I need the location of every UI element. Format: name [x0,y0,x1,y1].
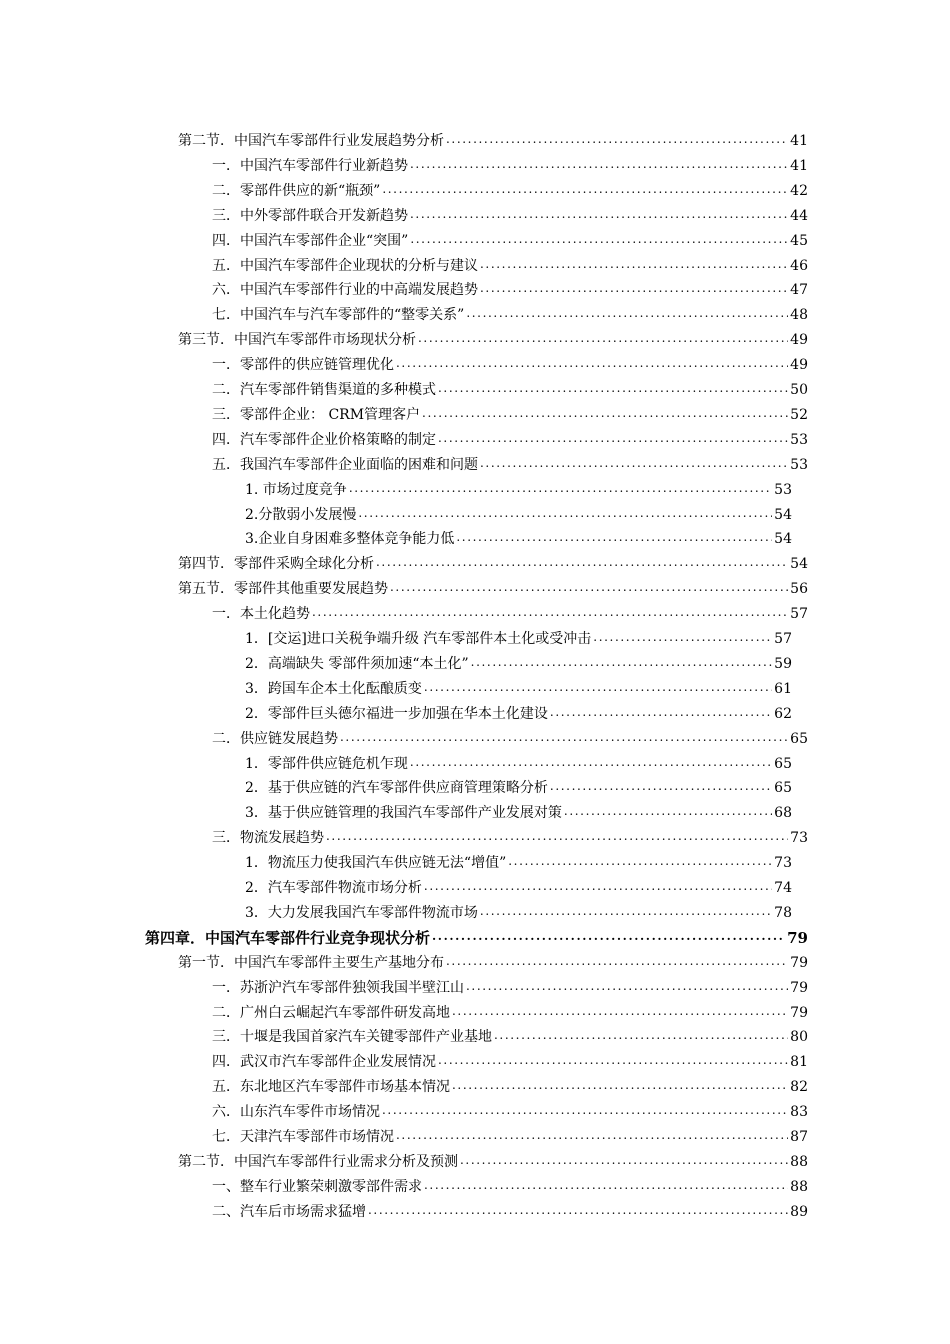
toc-entry-title: 2．汽车零部件物流市场分析 [245,880,422,896]
dot-leader [390,578,788,596]
toc-entry-title: 3．跨国车企本土化酝酿质变 [245,680,422,697]
dot-leader [438,429,788,447]
dot-leader [424,1176,788,1194]
dot-leader [368,1201,788,1219]
toc-entry-title: 四．汽车零部件企业价格策略的制定 [212,431,436,448]
toc-entry-title: 二．零部件供应的新“瓶颈” [212,182,381,199]
toc-entry-title: 三．十堰是我国首家汽车关键零部件产业基地 [212,1029,492,1046]
dot-leader [452,1076,788,1094]
toc-entry[interactable] [145,922,808,947]
toc-entry[interactable] [212,449,808,474]
dot-leader [564,802,772,820]
toc-entry-title: 七．中国汽车与汽车零部件的“整零关系” [212,307,465,324]
dot-leader [340,728,788,746]
toc-entry-page: 89 [790,1203,808,1220]
toc-entry-page: 79 [790,1004,808,1021]
toc-entry-title: 四．武汉市汽车零部件企业发展情况 [212,1054,436,1071]
dot-leader [438,1051,788,1069]
dot-leader [349,479,772,497]
toc-entry[interactable] [212,225,808,250]
dot-leader [438,379,788,397]
dot-leader [550,703,772,721]
toc-entry-title: 二．广州白云崛起汽车零部件研发高地 [212,1004,450,1021]
toc-entry-title: 2．基于供应链的汽车零部件供应商管理策略分析 [245,780,548,797]
toc-entry[interactable] [245,698,792,723]
dot-leader [466,304,788,322]
toc-entry[interactable] [212,822,808,847]
toc-entry-page: 59 [774,655,792,672]
toc-entry-title: 第三节．中国汽车零部件市场现状分析 [178,332,416,349]
toc-entry-page: 47 [790,282,808,299]
toc-entry-page: 41 [790,157,808,174]
toc-entry-page: 68 [774,805,792,822]
dot-leader [410,155,788,173]
toc-entry-page: 88 [790,1178,808,1195]
toc-entry[interactable] [245,499,792,524]
toc-entry[interactable] [245,648,792,673]
toc-entry-title: 1．零部件供应链危机乍现 [245,755,408,772]
toc-entry-title: 第二节．中国汽车零部件行业需求分析及预测 [178,1153,458,1170]
toc-entry-page: 79 [790,979,808,996]
toc-entry[interactable] [245,474,792,499]
toc-entry[interactable] [245,673,792,698]
toc-entry[interactable] [212,1196,808,1221]
toc-entry-page: 54 [774,531,792,548]
toc-entry-page: 87 [790,1129,808,1145]
toc-entry-page: 45 [790,232,808,249]
toc-entry[interactable] [212,274,808,299]
toc-entry-page: 80 [790,1029,808,1046]
toc-entry[interactable] [245,897,792,922]
toc-entry-page: 44 [790,207,808,224]
toc-entry-page: 88 [790,1153,808,1170]
dot-leader [432,927,785,945]
toc-entry[interactable] [212,1021,808,1046]
toc-entry-page: 52 [790,406,808,423]
toc-entry-page: 81 [790,1054,808,1071]
toc-entry-title: 3．大力发展我国汽车零部件物流市场 [245,904,478,921]
dot-leader [480,279,788,297]
toc-entry[interactable] [245,523,792,548]
dot-leader [382,1101,788,1119]
toc-entry[interactable] [212,349,808,374]
toc-entry-title: 第二节．中国汽车零部件行业发展趋势分析 [178,133,444,149]
toc-entry-page: 79 [790,954,808,971]
toc-entry[interactable] [178,548,808,573]
toc-entry-page: 57 [774,631,792,647]
toc-entry[interactable] [212,424,808,449]
toc-entry-page: 50 [790,382,808,398]
toc-entry-title: 五．东北地区汽车零部件市场基本情况 [212,1079,450,1096]
dot-leader [446,952,788,970]
toc-entry[interactable] [212,1071,808,1096]
toc-entry[interactable] [245,847,792,872]
toc-entry-page: 82 [790,1079,808,1096]
toc-entry[interactable] [212,1121,808,1146]
toc-entry-page: 54 [774,506,792,523]
toc-entry-title: 第四节．零部件采购全球化分析 [178,556,374,573]
toc-entry-page: 74 [774,880,792,896]
toc-entry-title: 1．[交运]进口关税争端升级 汽车零部件本土化或受冲击 [245,631,592,647]
dot-leader [326,827,788,845]
toc-entry[interactable] [245,623,792,648]
toc-entry[interactable] [212,250,808,275]
dot-leader [480,255,788,273]
toc-entry[interactable] [245,748,792,773]
toc-entry[interactable] [212,598,808,623]
toc-entry[interactable] [212,997,808,1022]
toc-entry-title: 二．供应链发展趋势 [212,730,338,747]
dot-leader [424,678,772,696]
dot-leader [312,603,788,621]
toc-entry-title: 1. 市场过度竞争 [245,481,347,498]
toc-entry-page: 48 [790,307,808,324]
toc-entry-title: 五．中国汽车零部件企业现状的分析与建议 [212,257,478,274]
toc-entry-page: 62 [774,705,792,722]
toc-entry[interactable] [245,797,792,822]
toc-entry[interactable] [212,723,808,748]
dot-leader [452,1002,788,1020]
toc-entry[interactable] [212,200,808,225]
dot-leader [418,329,788,347]
toc-entry-title: 五．我国汽车零部件企业面临的困难和问题 [212,456,478,473]
toc-entry[interactable] [178,947,808,972]
toc-entry-page: 78 [774,904,792,921]
toc-entry-title: 七．天津汽车零部件市场情况 [212,1129,394,1145]
toc-entry-title: 3.企业自身困难多整体竞争能力低 [245,531,455,548]
toc-entry-page: 79 [787,928,808,947]
toc-entry-title: 2．零部件巨头德尔福进一步加强在华本土化建设 [245,705,548,722]
toc-entry-title: 1．物流压力使我国汽车供应链无法“增值” [245,855,507,872]
toc-entry-title: 2.分散弱小发展慢 [245,506,357,523]
toc-entry[interactable] [212,175,808,200]
toc-entry[interactable] [245,772,792,797]
toc-entry-page: 53 [790,456,808,473]
toc-entry-title: 三．中外零部件联合开发新趋势 [212,207,408,224]
toc-entry-page: 56 [790,581,808,598]
toc-entry-page: 73 [790,830,808,847]
toc-entry-page: 54 [790,556,808,573]
toc-entry-title: 二、汽车后市场需求猛增 [212,1203,366,1220]
toc-entry-page: 53 [790,431,808,448]
dot-leader [424,877,772,895]
toc-entry-page: 73 [774,855,792,872]
toc-entry-title: 2．高端缺失 零部件须加速“本土化” [245,655,469,672]
toc-entry-title: 一．零部件的供应链管理优化 [212,357,394,374]
toc-entry[interactable] [212,1096,808,1121]
toc-entry-page: 41 [790,133,808,149]
dot-leader [550,777,772,795]
toc-entry-page: 65 [790,730,808,747]
dot-leader [422,404,788,422]
dot-leader [358,504,772,522]
toc-entry-page: 57 [790,606,808,623]
toc-entry-title: 一．苏浙沪汽车零部件独领我国半壁江山 [212,979,464,996]
dot-leader [480,454,788,472]
toc-entry-page: 42 [790,182,808,199]
toc-entry-title: 3．基于供应链管理的我国汽车零部件产业发展对策 [245,805,562,822]
toc-entry[interactable] [178,125,808,150]
toc-entry-page: 46 [790,257,808,274]
dot-leader [396,1126,788,1144]
dot-leader [494,1026,788,1044]
toc-entry-page: 53 [774,481,792,498]
dot-leader [508,852,772,870]
dot-leader [456,528,772,546]
dot-leader [410,753,772,771]
toc-entry-page: 49 [790,357,808,374]
dot-leader [376,553,788,571]
toc-entry-page: 83 [790,1104,808,1121]
toc-entry[interactable] [212,374,808,399]
dot-leader [410,205,788,223]
toc-entry[interactable] [212,1046,808,1071]
dot-leader [410,230,788,248]
toc-entry-title: 二．汽车零部件销售渠道的多种模式 [212,382,436,398]
dot-leader [446,130,788,148]
toc-entry[interactable] [245,872,792,897]
toc-entry[interactable] [212,299,808,324]
toc-entry-title: 第一节．中国汽车零部件主要生产基地分布 [178,954,444,971]
toc-entry[interactable] [178,1146,808,1171]
toc-entry-title: 第五节．零部件其他重要发展趋势 [178,581,388,598]
toc-entry[interactable] [212,1171,808,1196]
toc-entry-title: 六．山东汽车零件市场情况 [212,1104,380,1121]
toc-entry[interactable] [178,573,808,598]
dot-leader [471,653,773,671]
dot-leader [593,628,772,646]
dot-leader [460,1151,788,1169]
dot-leader [396,354,788,372]
toc-entry-page: 65 [774,755,792,772]
toc-entry-title: 第四章．中国汽车零部件行业竞争现状分析 [145,928,431,947]
toc-entry[interactable] [212,150,808,175]
toc-entry-title: 一．本土化趋势 [212,606,310,623]
toc-entry-title: 六．中国汽车零部件行业的中高端发展趋势 [212,282,478,299]
toc-entry-title: 三．零部件企业： CRM管理客户 [212,406,421,423]
toc-entry-title: 四．中国汽车零部件企业“突围” [212,232,409,249]
toc-entry[interactable] [178,324,808,349]
toc-entry[interactable] [212,972,808,997]
dot-leader [382,180,788,198]
toc-entry-page: 61 [774,680,792,697]
dot-leader [480,902,772,920]
toc-entry-page: 49 [790,332,808,349]
toc-entry[interactable] [212,399,808,424]
toc-entry-title: 一、整车行业繁荣刺激零部件需求 [212,1178,422,1195]
toc-entry-title: 一．中国汽车零部件行业新趋势 [212,157,408,174]
toc-entry-title: 三．物流发展趋势 [212,830,324,847]
dot-leader [466,977,788,995]
toc-entry-page: 65 [774,780,792,797]
